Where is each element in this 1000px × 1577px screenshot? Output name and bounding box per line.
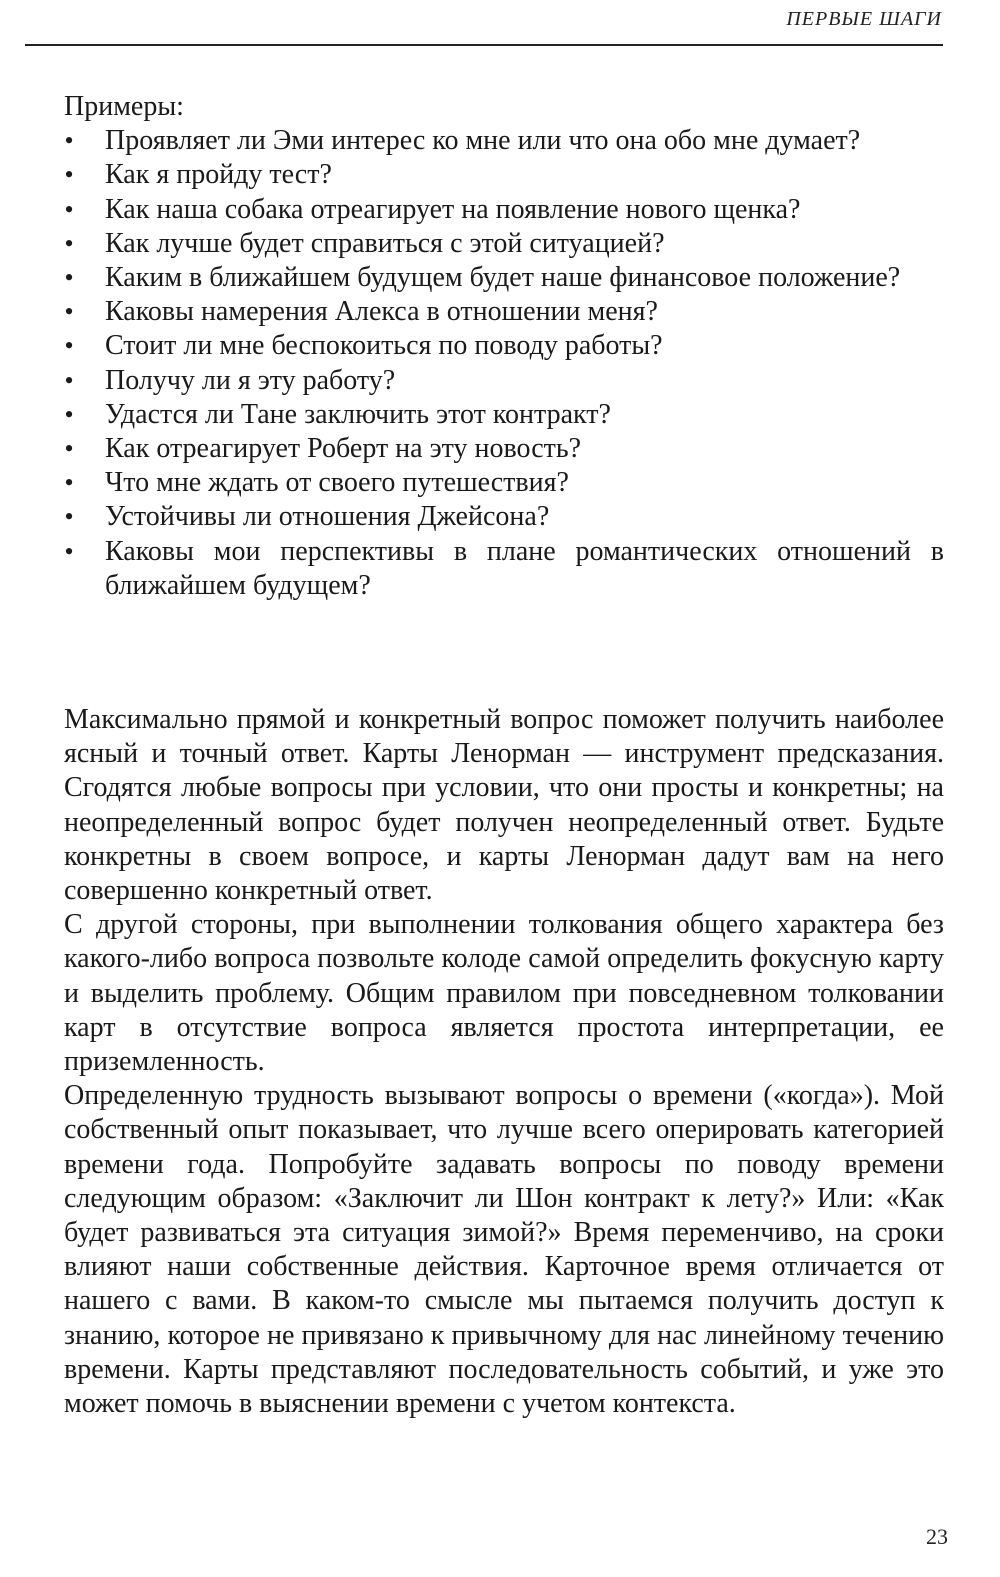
bullet-icon: • [64,434,74,464]
bullet-icon: • [64,331,74,361]
list-item-text: Каковы мои перспективы в плане романтических отношений в ближайшем будущем? [105,535,944,601]
list-item [64,261,944,295]
bullet-icon: • [64,126,74,156]
list-item [64,535,944,603]
bullet-icon: • [64,399,74,429]
list-item [64,295,944,329]
list-item-text: Удастся ли Тане заключить этот контракт? [105,398,611,430]
list-item-text: Как я пройду тест? [105,159,332,191]
example-list [64,124,944,603]
header-rule [25,44,943,46]
bullet-icon: • [64,468,74,498]
list-item [64,432,944,466]
list-item-text: Как отреагирует Роберт на эту новость? [105,433,582,465]
list-item [64,466,944,500]
list-item [64,193,944,227]
page-number: 23 [926,1524,948,1549]
list-item [64,227,944,261]
list-item-text: Каковы намерения Алекса в отношении меня? [105,296,658,328]
bullet-icon: • [64,297,74,327]
list-item-text: Как лучше будет справиться с этой ситуацией? [105,227,665,259]
list-item-text: Каким в ближайшем будущем будет наше финансовое положение? [105,262,901,294]
list-item-text: Как наша собака отреагирует на появление нового щенка? [105,193,801,225]
list-item [64,500,944,534]
list-item [64,158,944,192]
list-item-text: Получу ли я эту работу? [105,364,396,396]
list-item-text: Проявляет ли Эми интерес ко мне или что она обо мне думает? [105,125,861,157]
bullet-icon: • [64,502,74,532]
list-item [64,124,944,158]
running-head: ПЕРВЫЕ ШАГИ [786,8,942,30]
paragraph-timing-questions: Определенную трудность вызывают вопросы о времени («когда»). Мой собственный опыт показывает, что лучше всего оперировать категорией времени года. Попробуйте задавать вопросы по поводу времени следующим образом: «Заключит ли Шон контракт к лету?» Или: «Как будет развиваться эта ситуация зимой?» Время переменчиво, на сроки влияют наши собственные действия. Карточное время отличается от нашего с вами. В каком-то смысле мы пытаемся получить доступ к знанию, которое не привязано к привычному для нас линейному течению времени. Карты представляют последовательность событий, и уже это может помочь в выяснении времени с учетом контекста. [64,1080,944,1420]
list-item-text: Устойчивы ли отношения Джейсона? [105,501,550,533]
bullet-icon: • [64,194,74,224]
list-item [64,364,944,398]
list-item-text: Что мне ждать от своего путешествия? [105,467,569,499]
paragraph-general-reading: С другой стороны, при выполнении толкования общего характера без какого-либо вопроса позвольте колоде самой определить фокусную карту и выделить проблему. Общим правилом при повседневном толковании карт в отсутствие вопроса является простота интерпретации, ее приземленность. [64,909,944,1078]
examples-label: Примеры: [64,91,184,122]
bullet-icon: • [64,536,74,566]
list-item-text: Стоит ли мне беспокоиться по поводу работы? [105,330,663,362]
bullet-icon: • [64,228,74,258]
examples-section [64,90,944,603]
bullet-icon: • [64,365,74,395]
list-item [64,398,944,432]
bullet-icon: • [64,160,74,190]
list-item [64,329,944,363]
body-text [64,703,944,1421]
bullet-icon: • [64,263,74,293]
paragraph-question-specificity: Максимально прямой и конкретный вопрос поможет получить наиболее ясный и точный ответ. Карты Ленорман — инструмент предсказания. Сгодятся любые вопросы при условии, что они просты и конкретны; на неопределенный вопрос будет получен неопределенный ответ. Будьте конкретны в своем вопросе, и карты Ленорман дадут вам на него совершенно конкретный ответ. [64,704,944,907]
